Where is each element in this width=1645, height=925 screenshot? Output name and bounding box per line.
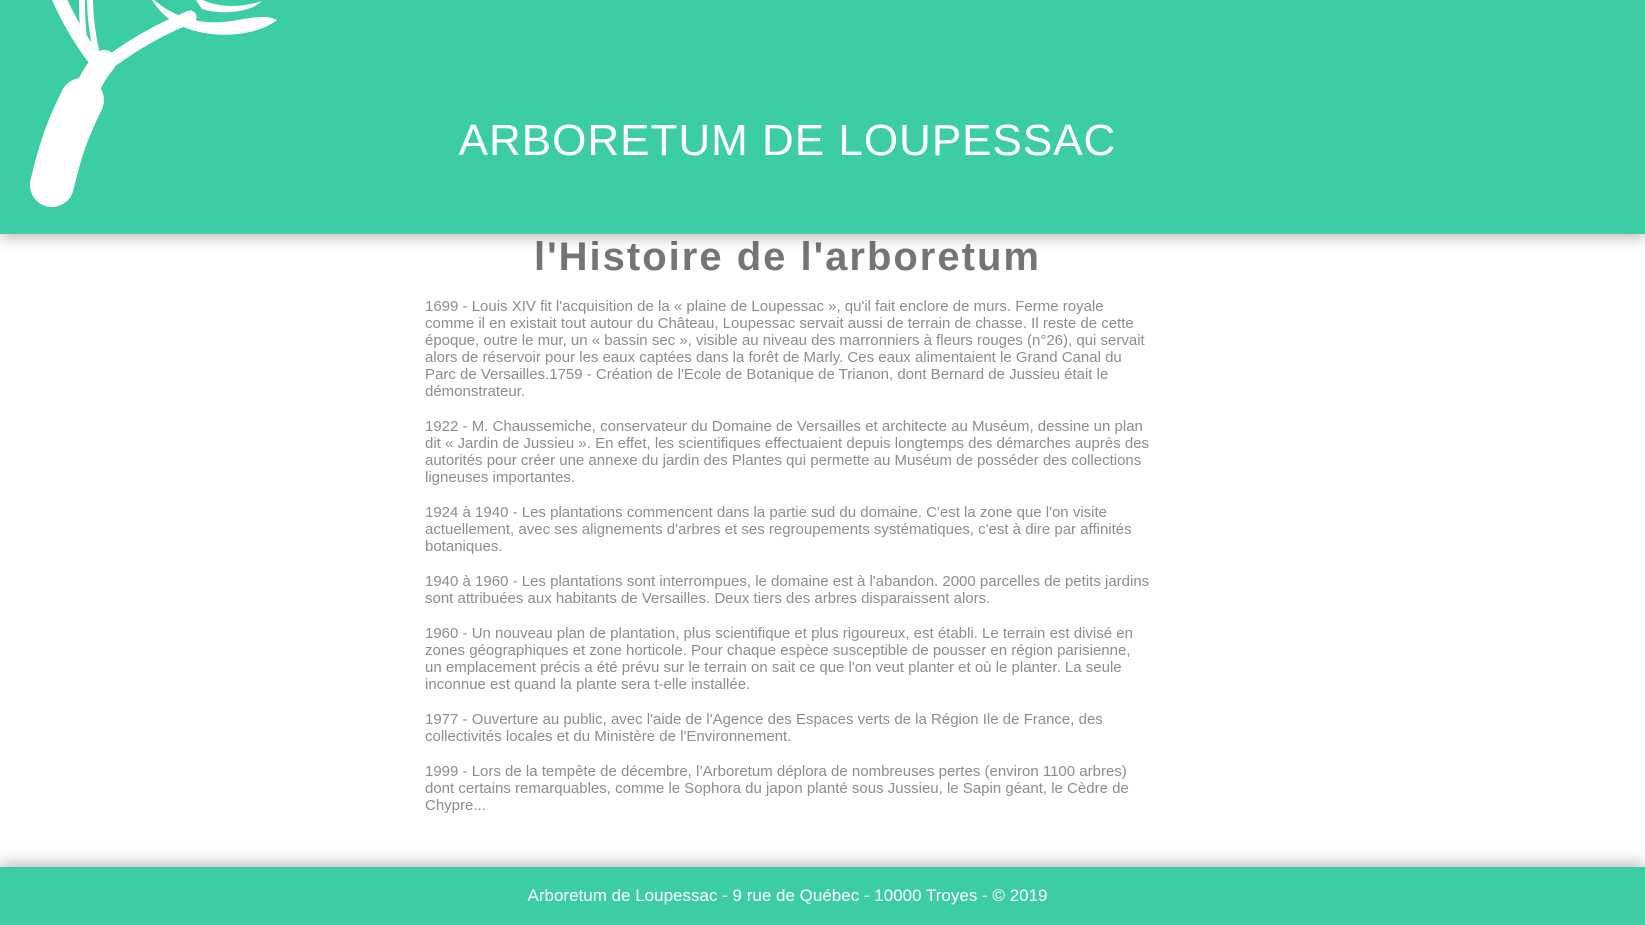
tree-logo-icon [0, 0, 278, 215]
history-paragraph-1940-1960: 1940 à 1960 - Les plantations sont interrompues, le domaine est à l'abandon. 2000 parcelles de petits jardins sont attribuées aux habitants de Versailles. Deux tiers des arbres disparaissent alors. [425, 573, 1150, 607]
history-paragraph-1977: 1977 - Ouverture au public, avec l'aide de l'Agence des Espaces verts de la Région Ile de France, des collectivités locales et du Ministère de l'Environnement. [425, 711, 1103, 745]
history-paragraph-1924-1940: 1924 à 1940 - Les plantations commencent dans la partie sud du domaine. C'est la zone que l'on visite actuellement, avec ses alignements d'arbres et ses regroupements systématiques, c'est à dire par affinités botaniques. [425, 504, 1132, 555]
history-text [425, 298, 1150, 814]
history-page [0, 234, 1645, 867]
site-footer [0, 867, 1645, 925]
history-paragraph-1960: 1960 - Un nouveau plan de plantation, plus scientifique et plus rigoureux, est établi. Le terrain est divisé en zones géographiques et zone horticole. Pour chaque espèce susceptible de pousser en région parisienne, un emplacement précis a été prévu sur le terrain on sait ce que l'on veut planter et où le planter. La seule inconnue est quand la plante sera t-elle installée. [425, 625, 1133, 693]
site-header [0, 0, 1645, 234]
history-paragraph-1999: 1999 - Lors de la tempête de décembre, l’Arboretum déplora de nombreuses pertes (environ 1100 arbres) dont certains remarquables, comme le Sophora du japon planté sous Jussieu, le Sapin géant, le Cèdre de Chypre... [425, 763, 1129, 814]
history-paragraph-1699: 1699 - Louis XIV fit l'acquisition de la « plaine de Loupessac », qu'il fait enclore de murs. Ferme royale comme il en existait tout autour du Château, Loupessac servait aussi de terrain de chasse. Il reste de cette époque, outre le mur, un « bassin sec », visible au niveau des marronniers à fleurs rouges (n°26), qui servait alors de réservoir pour les eaux captées dans la forêt de Marly. Ces eaux alimentaient le Grand Canal du Parc de Versailles.1759 - Création de l'Ecole de Botanique de Trianon, dont Bernard de Jussieu était le démonstrateur. [425, 298, 1145, 400]
content-column [425, 234, 1150, 814]
footer-address: Arboretum de Loupessac - 9 rue de Québec - 10000 Troyes - © 2019 [527, 886, 1048, 905]
page-heading: l'Histoire de l'arboretum [534, 235, 1041, 279]
history-paragraph-1922: 1922 - M. Chaussemiche, conservateur du Domaine de Versailles et architecte au Muséum, dessine un plan dit « Jardin de Jussieu ». En effet, les scientifiques effectuaient depuis longtemps des démarches auprès des autorités pour créer une annexe du jardin des Plantes qui permette au Muséum de posséder des collections ligneuses importantes. [425, 418, 1150, 486]
site-title: ARBORETUM DE LOUPESSAC [458, 116, 1117, 165]
